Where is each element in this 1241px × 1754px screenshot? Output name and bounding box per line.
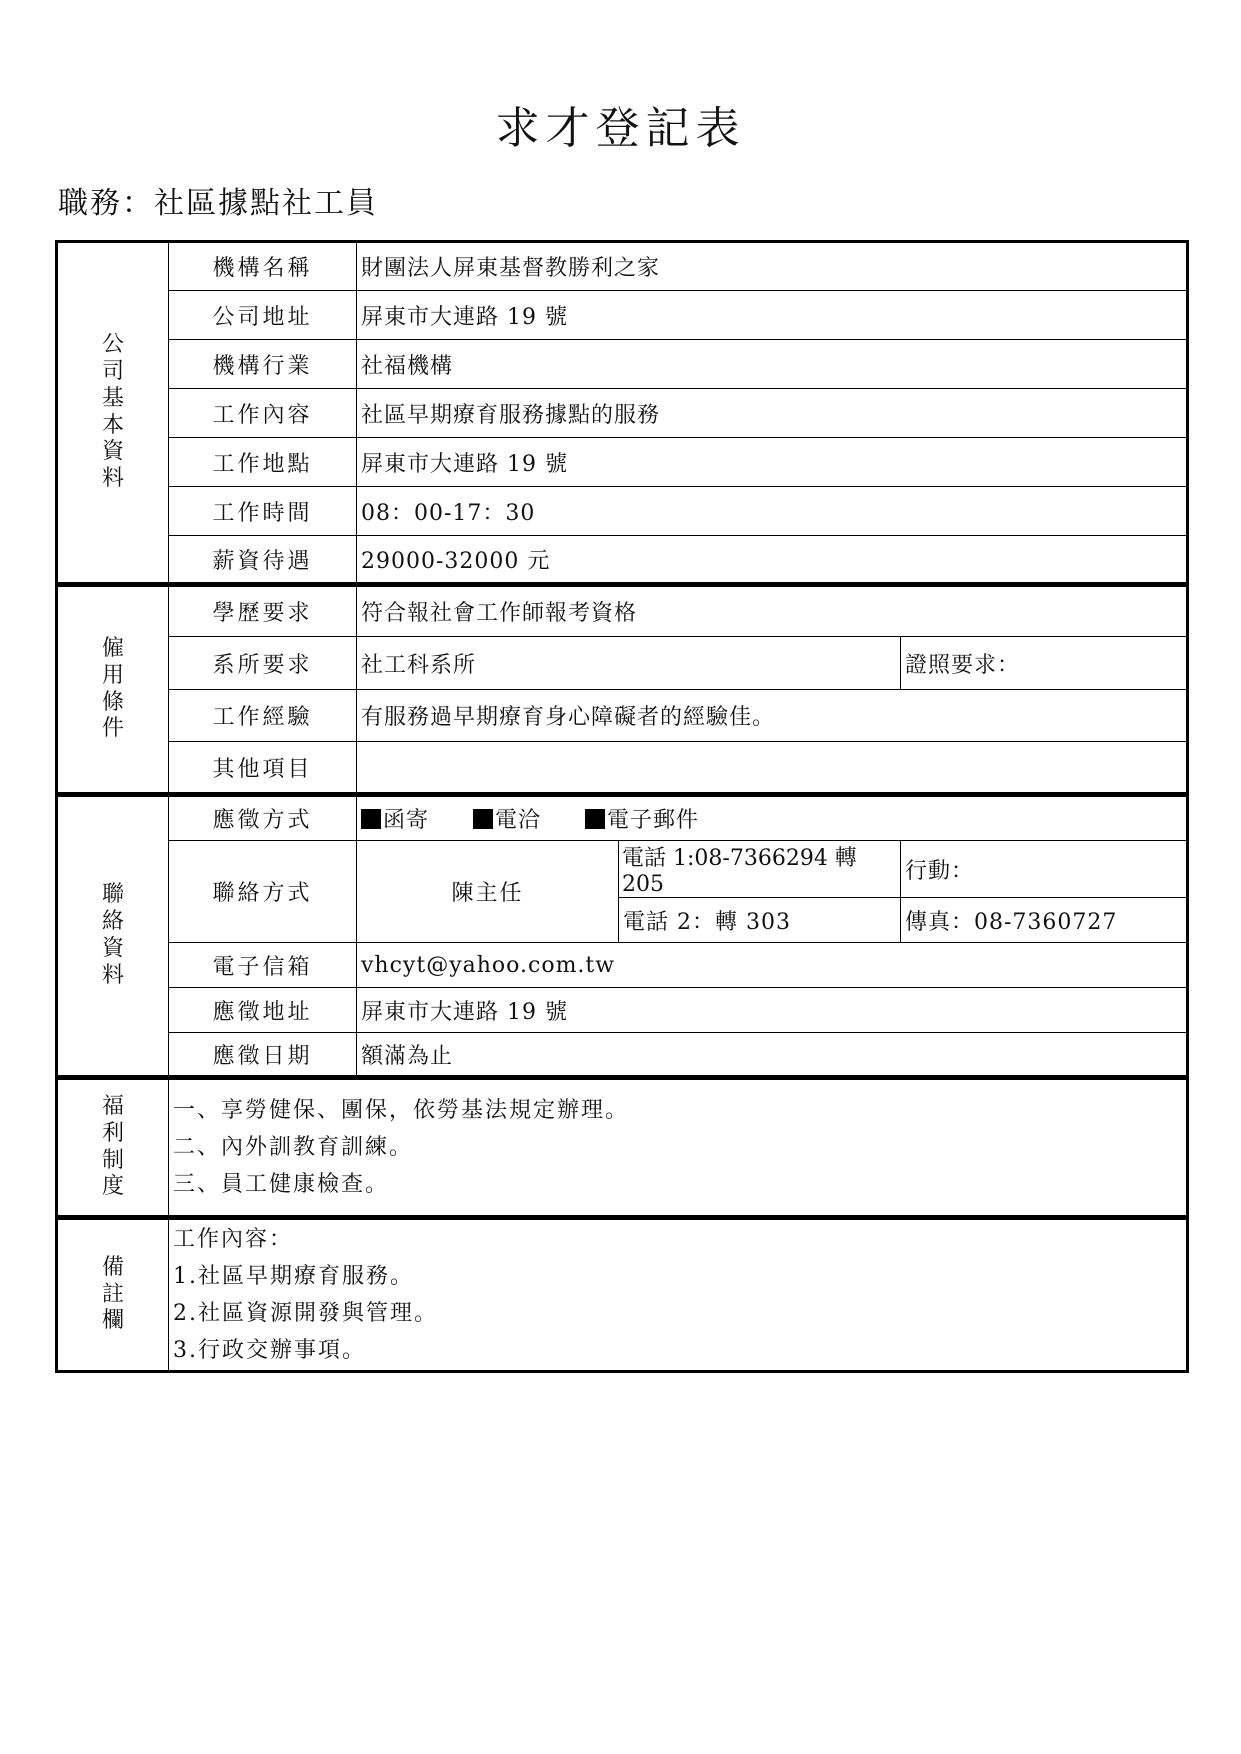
- label-other: 其他項目: [169, 742, 357, 795]
- section-hiring: 僱 用 條 件: [57, 585, 169, 795]
- label-department: 系所要求: [169, 637, 357, 690]
- welfare-item: 三、員工健康檢查。: [173, 1172, 390, 1197]
- checked-box-icon: [473, 809, 493, 829]
- email: vhcyt@yahoo.com.tw: [357, 943, 1188, 988]
- notes-item: 工作內容：: [173, 1227, 294, 1252]
- phone-2: 電話 2：轉 303: [619, 898, 901, 943]
- notes-item: 1.社區早期療育服務。: [173, 1264, 414, 1289]
- label-apply-method: 應徵方式: [169, 795, 357, 841]
- checked-box-icon: [585, 809, 605, 829]
- label-salary: 薪資待遇: [169, 536, 357, 585]
- notes-list: [169, 1218, 1188, 1372]
- method-mail: 函寄: [361, 808, 429, 833]
- label-company-address: 公司地址: [169, 291, 357, 340]
- label-company-name: 機構名稱: [169, 242, 357, 291]
- label-work-location: 工作地點: [169, 438, 357, 487]
- label-work-hours: 工作時間: [169, 487, 357, 536]
- checked-box-icon: [361, 809, 381, 829]
- license-requirement: 證照要求：: [901, 637, 1188, 690]
- section-welfare: 福 利 制 度: [57, 1078, 169, 1218]
- form-title: 求才登記表: [495, 103, 746, 154]
- label-education: 學歷要求: [169, 585, 357, 637]
- label-experience: 工作經驗: [169, 690, 357, 742]
- department: 社工科系所: [357, 637, 901, 690]
- method-email: 電子郵件: [585, 808, 699, 833]
- apply-address: 屏東市大連路 19 號: [357, 988, 1188, 1033]
- industry: 社福機構: [357, 340, 1188, 389]
- work-hours: 08：00-17：30: [357, 487, 1188, 536]
- welfare-item: 二、內外訓教育訓練。: [173, 1135, 414, 1160]
- phone-1: 電話 1:08-7366294 轉 205: [619, 841, 901, 898]
- job-content: 社區早期療育服務據點的服務: [357, 389, 1188, 438]
- section-company: 公 司 基 本 資 料: [57, 242, 169, 585]
- contact-person: 陳主任: [357, 841, 619, 943]
- experience: 有服務過早期療育身心障礙者的經驗佳。: [357, 690, 1188, 742]
- welfare-list: [169, 1078, 1188, 1218]
- form-table: [55, 240, 1189, 1373]
- label-industry: 機構行業: [169, 340, 357, 389]
- education: 符合報社會工作師報考資格: [357, 585, 1188, 637]
- company-address: 屏東市大連路 19 號: [357, 291, 1188, 340]
- job-title: 職務：社區據點社工員: [58, 186, 378, 221]
- label-job-content: 工作內容: [169, 389, 357, 438]
- fax: 傳真：08-7360727: [901, 898, 1188, 943]
- apply-methods: [357, 795, 1188, 841]
- mobile: 行動：: [901, 841, 1188, 898]
- company-name: 財團法人屏東基督教勝利之家: [357, 242, 1188, 291]
- registration-form: [55, 240, 1189, 1373]
- method-phone: 電洽: [473, 808, 541, 833]
- welfare-item: 一、享勞健保、團保，依勞基法規定辦理。: [173, 1098, 630, 1123]
- section-notes: 備 註 欄: [57, 1218, 169, 1372]
- section-contact: 聯 絡 資 料: [57, 795, 169, 1078]
- label-email: 電子信箱: [169, 943, 357, 988]
- notes-item: 2.社區資源開發與管理。: [173, 1301, 438, 1326]
- label-contact: 聯絡方式: [169, 841, 357, 943]
- label-apply-address: 應徵地址: [169, 988, 357, 1033]
- work-location: 屏東市大連路 19 號: [357, 438, 1188, 487]
- other-items: [357, 742, 1188, 795]
- salary: 29000-32000 元: [357, 536, 1188, 585]
- label-apply-date: 應徵日期: [169, 1033, 357, 1078]
- apply-date: 額滿為止: [357, 1033, 1188, 1078]
- notes-item: 3.行政交辦事項。: [173, 1338, 366, 1363]
